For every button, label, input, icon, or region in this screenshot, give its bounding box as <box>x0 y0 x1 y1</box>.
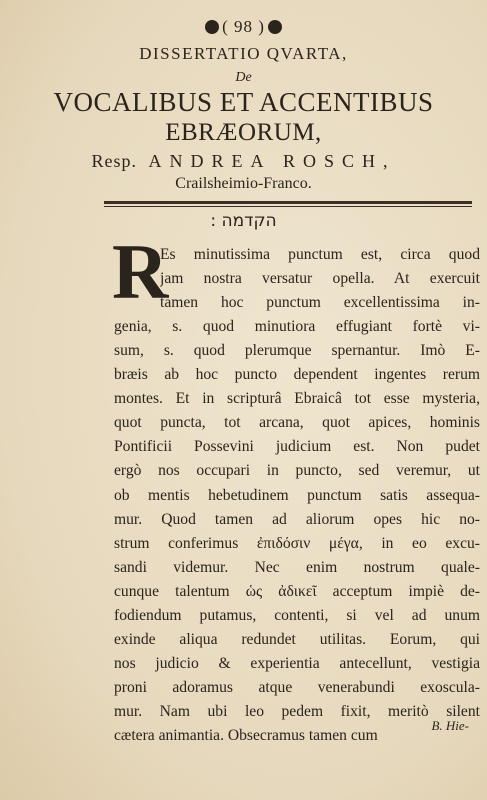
ornament-left-icon <box>205 20 219 34</box>
de-line: De <box>235 70 252 85</box>
title-line-2: EBRÆORUM, <box>165 119 322 146</box>
dissertation-heading: DISSERTATIO QVARTA, <box>139 44 348 63</box>
hebrew-heading: הקדמה : <box>210 211 277 231</box>
body-line: bræis ab hoc puncto dependent ingentes rerum <box>114 366 480 384</box>
body-line: proni adoramus atque venerabundi exoscula- <box>114 678 480 696</box>
body-line: quot puncta, tot arcana, quot apices, hominis <box>114 414 480 432</box>
body-line: fodiendum putamus, contenti, si vel ad unum <box>114 606 480 624</box>
respondent-line <box>0 151 487 172</box>
page-number <box>0 17 487 37</box>
catchword: B. Hie- <box>431 718 469 733</box>
body-line: sum, s. quod plerumque spernantur. Imò E- <box>114 342 480 360</box>
body-line: exinde aliqua redundet utilitas. Eorum, qui <box>114 630 480 648</box>
body-line: montes. Et in scripturâ Ebraicâ tot esse mysteria, <box>114 390 480 408</box>
body-line: strum conferimus ἐπιδόσιν μέγα, in eo excu- <box>114 534 480 552</box>
body-line: sandi videmur. Nec enim nostrum quale- <box>114 558 480 576</box>
body-line: ob mentis hebetudinem punctum satis assequa- <box>114 486 480 504</box>
body-line: mur. Quod tamen ad aliorum opes hic no- <box>114 510 480 528</box>
page-number-text: ( 98 ) <box>222 17 265 36</box>
origin-line: Crailsheimio-Franco. <box>175 175 312 192</box>
resp-name: ANDREA ROSCH, <box>148 151 396 171</box>
body-line: jam nostra versatur opella. At exercuit <box>160 270 480 288</box>
body-line: Pontificii Possevini judicium est. Non pudet <box>114 438 480 456</box>
body-line: Es minutissima punctum est, circa quod <box>160 246 480 263</box>
body-line: cætera animantia. Obsecramus tamen cum <box>114 727 378 744</box>
body-line: nos judicio & experientia antecellunt, vestigia <box>114 654 480 672</box>
drop-cap: R <box>112 228 169 315</box>
body-line: ergò nos occupari in puncto, sed veremur, ut <box>114 462 480 480</box>
divider-rule <box>104 201 472 204</box>
body-line: tamen hoc punctum excellentissima in- <box>160 294 480 312</box>
title-line-1: VOCALIBUS ET ACCENTIBUS <box>53 87 434 117</box>
body-line: genia, s. quod minutiora effugiant fortè vi- <box>114 318 480 336</box>
divider-rule-thin <box>104 206 472 207</box>
body-line: mur. Nam ubi leo pedem fixit, meritò silent <box>114 702 480 720</box>
ornament-right-icon <box>268 20 282 34</box>
body-line: cunque talentum ὡς ἀδικεῖ acceptum impiè de- <box>114 582 480 600</box>
resp-label: Resp. <box>91 151 137 171</box>
